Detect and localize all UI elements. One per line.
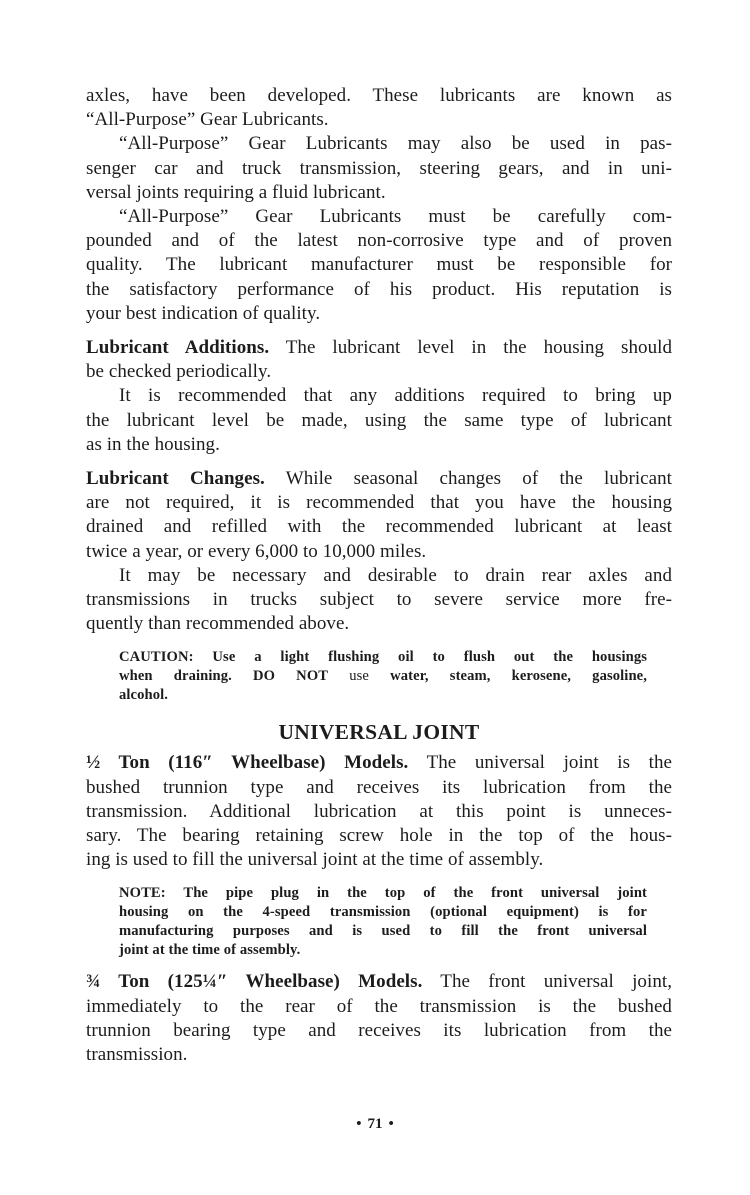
manual-page <box>86 84 672 1067</box>
section-three-quarter-ton <box>86 970 672 1067</box>
text-line <box>86 467 672 491</box>
section-title: Lubricant Additions. <box>86 337 270 359</box>
bullet-icon: • <box>388 1116 394 1132</box>
intro-paragraph-2 <box>86 132 672 205</box>
section-title: ½ Ton (116″ Wheelbase) Models. <box>86 752 409 774</box>
text-line: transmission. <box>86 1044 188 1066</box>
text-span: when draining. DO NOT <box>119 668 329 685</box>
text-line <box>119 648 647 667</box>
text-span: water, steam, kerosene, gasoline, <box>369 668 647 685</box>
caution-label: CAUTION: <box>119 649 194 666</box>
note-box <box>119 884 647 960</box>
section-heading-universal-joint: UNIVERSAL JOINT <box>278 720 480 745</box>
text-line <box>86 970 672 994</box>
section-lubricant-changes <box>86 467 672 636</box>
text-line: manufacturing purposes and is used to fill the front universal <box>119 923 647 940</box>
text-line: ing is used to fill the universal joint at the time of assembly. <box>86 849 544 871</box>
text-line: pounded and of the latest non-corrosive type and of proven <box>86 230 672 252</box>
text-line: NOTE: The pipe plug in the top of the front universal joint <box>119 885 647 902</box>
text-line: axles, have been developed. These lubricants are known as <box>86 85 672 106</box>
text-line: senger car and truck transmission, steering gears, and in uni- <box>86 157 672 179</box>
text-line: drained and refilled with the recommended lubricant at least <box>86 516 672 538</box>
text-line: transmissions in trucks subject to severe service more fre- <box>86 589 672 611</box>
text-line: It may be necessary and desirable to drain rear axles and <box>119 564 672 586</box>
text-line: transmission. Additional lubrication at this point is unneces- <box>86 800 672 822</box>
text-span: Use a light flushing oil to flush out the housings <box>193 649 647 666</box>
text-line: quality. The lubricant manufacturer must be responsible for <box>86 254 672 276</box>
text-line: versal joints requiring a fluid lubricant. <box>86 181 386 203</box>
text-line: sary. The bearing retaining screw hole in the top of the hous- <box>86 825 672 847</box>
text-span: use <box>328 668 369 685</box>
text-line: immediately to the rear of the transmission is the bushed <box>86 995 672 1017</box>
text-line <box>86 751 672 775</box>
text-line: alcohol. <box>119 687 169 704</box>
text-line: “All-Purpose” Gear Lubricants. <box>86 109 329 131</box>
text-line: twice a year, or every 6,000 to 10,000 miles. <box>86 540 427 562</box>
section-title: Lubricant Changes. <box>86 468 265 490</box>
text-line: the satisfactory performance of his product. His reputation is <box>86 278 672 300</box>
text-line <box>119 667 647 686</box>
text-line <box>86 336 672 360</box>
text-line: joint at the time of assembly. <box>119 942 301 959</box>
text-line: “All-Purpose” Gear Lubricants must be carefully com- <box>119 206 672 228</box>
text-span: The lubricant level in the housing should <box>269 337 673 359</box>
text-line: as in the housing. <box>86 433 220 455</box>
page-number <box>0 1116 750 1133</box>
text-span: The front universal joint, <box>422 971 672 993</box>
text-span: While seasonal changes of the lubricant <box>264 468 672 490</box>
caution-note <box>119 648 647 705</box>
text-span: The universal joint is the <box>408 752 672 774</box>
page-number-value: 71 <box>367 1116 383 1132</box>
intro-paragraph-1 <box>86 84 672 132</box>
text-line: housing on the 4-speed transmission (optional equipment) is for <box>119 904 647 921</box>
bullet-icon: • <box>356 1116 362 1132</box>
section-lubricant-additions <box>86 336 672 457</box>
text-line: the lubricant level be made, using the same type of lubricant <box>86 409 672 431</box>
section-half-ton <box>86 751 672 872</box>
text-line: your best indication of quality. <box>86 302 321 324</box>
text-line: trunnion bearing type and receives its lubrication from the <box>86 1019 672 1041</box>
section-title: ¾ Ton (125¼″ Wheelbase) Models. <box>86 971 423 993</box>
intro-paragraph-3 <box>86 205 672 326</box>
text-line: be checked periodically. <box>86 361 272 383</box>
text-line: quently than recommended above. <box>86 613 350 635</box>
text-line: are not required, it is recommended that you have the housing <box>86 492 672 514</box>
text-line: bushed trunnion type and receives its lubrication from the <box>86 776 672 798</box>
text-line: It is recommended that any additions required to bring up <box>119 385 672 407</box>
text-line: “All-Purpose” Gear Lubricants may also be used in pas- <box>119 133 672 155</box>
